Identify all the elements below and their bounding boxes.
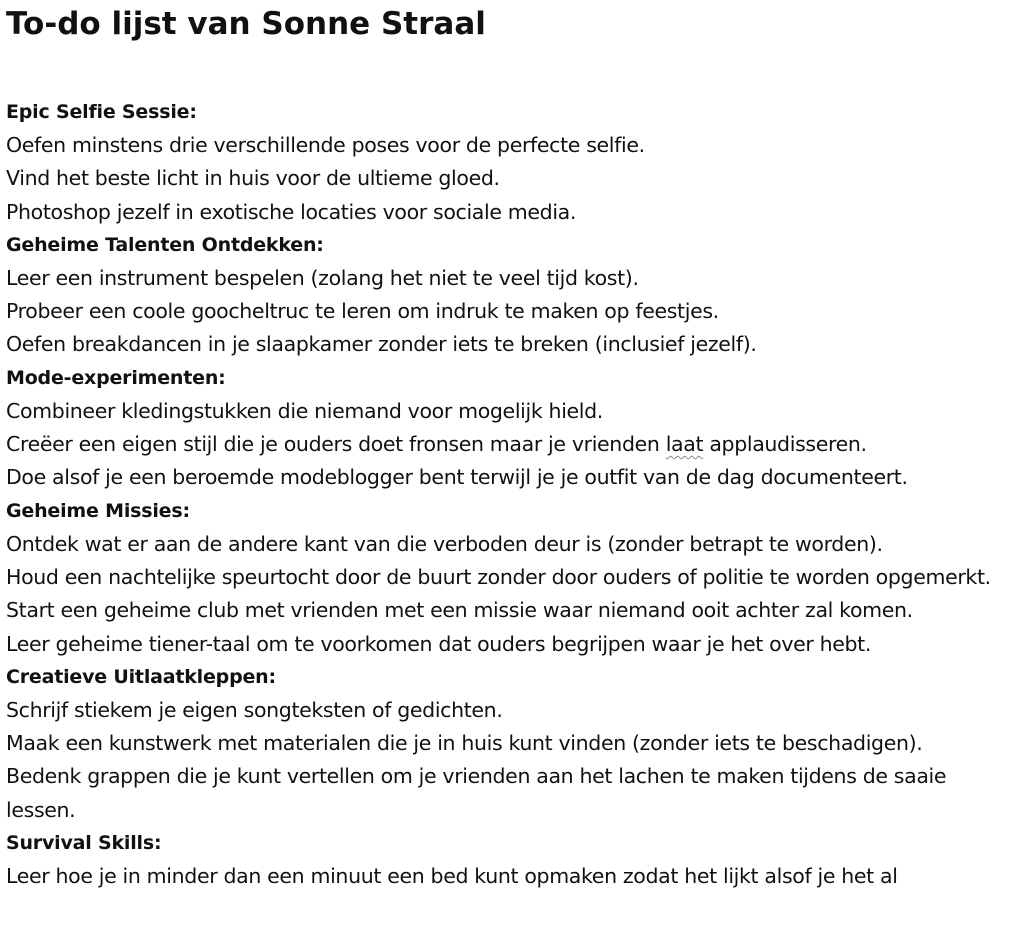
section-heading: Epic Selfie Sessie: <box>6 101 197 123</box>
document-title: To-do lijst van Sonne Straal <box>6 6 486 42</box>
list-item: Vind het beste licht in huis voor de ultieme gloed. <box>6 166 500 191</box>
list-item: Oefen breakdancen in je slaapkamer zonder iets te breken (inclusief jezelf). <box>6 332 757 357</box>
list-item: Photoshop jezelf in exotische locaties voor sociale media. <box>6 199 577 224</box>
section-survival-skills <box>6 827 1024 893</box>
list-item: Ontdek wat er aan de andere kant van die verboden deur is (zonder betrapt te worden). <box>6 531 883 556</box>
list-item: Houd een nachtelijke speurtocht door de buurt zonder door ouders of politie te worden opgemerkt. <box>6 564 991 589</box>
list-item: Probeer een coole goocheltruc te leren om indruk te maken op feestjes. <box>6 299 719 324</box>
section-creatieve-uitlaatkleppen <box>6 661 1024 827</box>
list-item: Combineer kledingstukken die niemand voor mogelijk hield. <box>6 398 603 423</box>
item-text: applaudisseren. <box>703 432 867 457</box>
list-item: Doe alsof je een beroemde modeblogger bent terwijl je je outfit van de dag documenteert. <box>6 465 908 490</box>
list-item: Oefen minstens drie verschillende poses voor de perfecte selfie. <box>6 133 645 157</box>
list-item: Leer een instrument bespelen (zolang het niet te veel tijd kost). <box>6 265 639 290</box>
spellcheck-flagged-word[interactable]: laat <box>665 432 704 457</box>
document-page <box>6 0 1024 893</box>
list-item <box>6 428 1024 461</box>
list-item: Schrijf stiekem je eigen songteksten of gedichten. <box>6 697 503 722</box>
list-item: Leer geheime tiener-taal om te voorkomen dat ouders begrijpen waar je het over hebt. <box>6 631 872 656</box>
section-heading: Geheime Missies: <box>6 499 190 522</box>
list-item: Bedenk grappen die je kunt vertellen om je vrienden aan het lachen te maken tijdens de saaie lessen. <box>6 764 947 822</box>
section-heading: Geheime Talenten Ontdekken: <box>6 233 324 256</box>
section-geheime-talenten <box>6 229 1024 362</box>
list-item: Maak een kunstwerk met materialen die je in huis kunt vinden (zonder iets te beschadigen). <box>6 731 923 756</box>
section-heading: Survival Skills: <box>6 832 162 855</box>
section-heading: Creatieve Uitlaatkleppen: <box>6 665 276 688</box>
list-item: Start een geheime club met vrienden met een missie waar niemand ooit achter zal komen. <box>6 598 913 623</box>
section-epic-selfie <box>6 96 1024 229</box>
item-text: Creëer een eigen stijl die je ouders doet fronsen maar je vrienden <box>6 432 666 457</box>
section-geheime-missies <box>6 495 1024 661</box>
list-item: Leer hoe je in minder dan een minuut een bed kunt opmaken zodat het lijkt alsof je het al <box>6 864 898 889</box>
section-heading: Mode-experimenten: <box>6 366 226 389</box>
section-mode-experimenten <box>6 362 1024 495</box>
